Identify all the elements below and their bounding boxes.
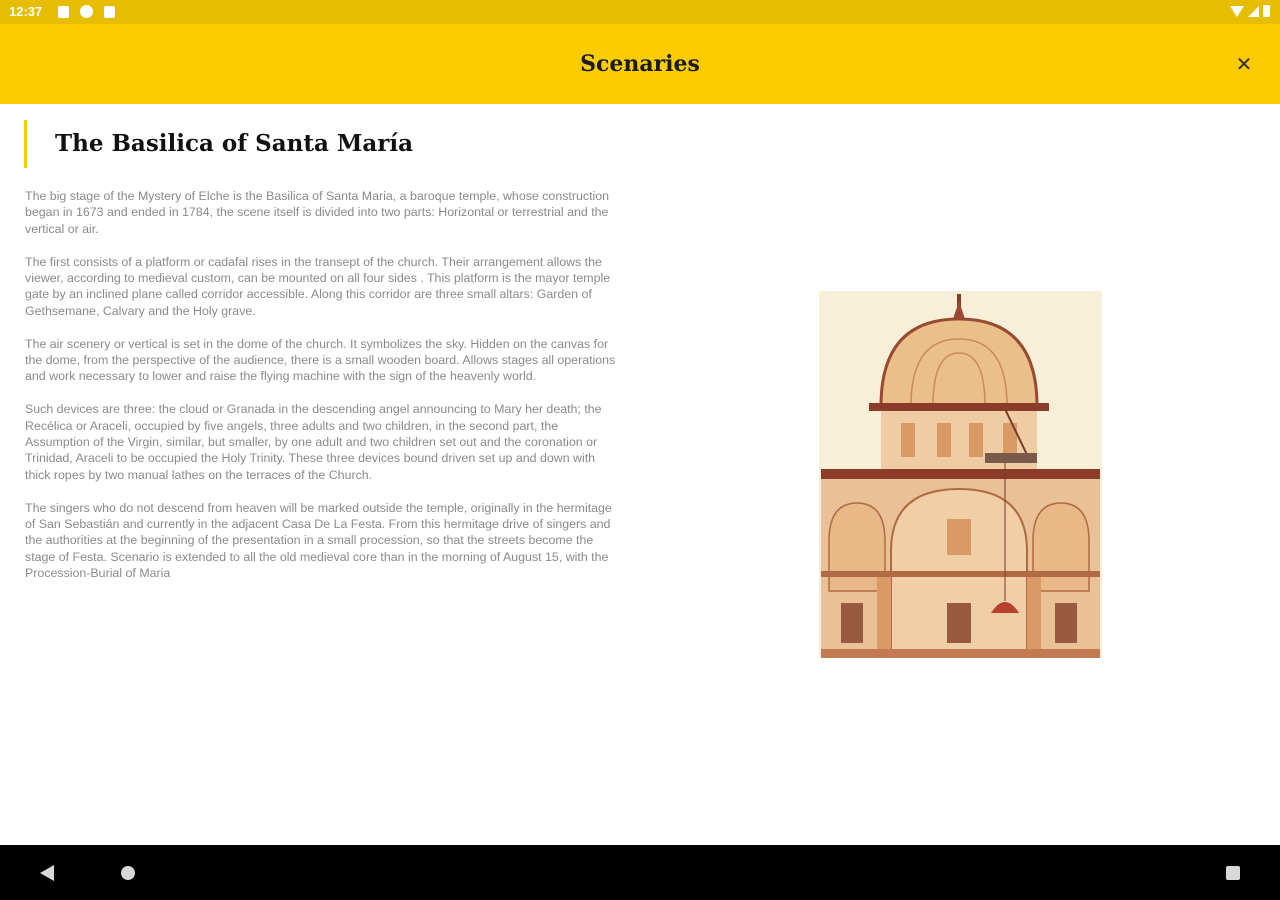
status-bar	[0, 0, 1280, 24]
page-title: Scenaries	[580, 51, 700, 77]
status-time: 12:37	[9, 4, 43, 19]
recents-icon[interactable]	[1226, 866, 1240, 880]
balcony-rail	[821, 571, 1100, 577]
paragraph: The air scenery or vertical is set in the dome of the church. It symbolizes the sky. Hidden on the canvas for the dome, from the perspective of the audience, there is a small wooden board. Allows stages all operations and work necessary to lower and raise the flying machine with the sign of the heavenly world.	[25, 336, 616, 384]
wall-cornice	[821, 469, 1100, 479]
notification-icon	[58, 6, 69, 18]
app-bar	[0, 24, 1280, 104]
paragraph: The singers who do not descend from heaven will be marked outside the temple, originally in the hermitage of San Sebastián and currently in the adjacent Casa De La Festa. From this hermitage drive of singers and the authorities at the beginning of the presentation in a small procession, so that the streets become the stage of Festa. Scenario is extended to all the old medieval core than in the morning of August 15, with the Procession-Burial of Maria	[25, 500, 612, 581]
column	[877, 571, 891, 658]
app-icon	[80, 5, 93, 18]
section-title: The Basilica of Santa María	[55, 130, 414, 157]
floor	[821, 649, 1100, 658]
home-icon[interactable]	[121, 866, 135, 880]
close-icon: ✕	[1235, 52, 1253, 76]
paragraph: The first consists of a platform or cadafal rises in the transept of the church. Their arrangement allows the viewer, according to medieval custom, can be mounted on all four sides . This platform is the mayor temple gate by an inclined plane called corridor accessible. Along this corridor are three small altars: Garden of Gethsemane, Calvary and the Holy grave.	[25, 254, 611, 318]
section-heading	[24, 120, 414, 168]
system-nav-bar	[0, 845, 1280, 900]
drum-window	[937, 423, 951, 457]
section-body	[25, 188, 621, 598]
drum-window	[969, 423, 983, 457]
dome-cornice	[869, 403, 1049, 411]
lower-window	[841, 603, 863, 643]
signal-icon	[1248, 6, 1259, 17]
lower-window	[947, 603, 971, 643]
paragraph: Such devices are three: the cloud or Granada in the descending angel announcing to Mary her death; the Recélica or Araceli, occupied by five angels, three adults and two children, in the second part, the Assumption of the Virgin, similar, but smaller, by one adult and two children set out and the coronation or Trinidad, Araceli to be occupied the Holy Trinity. These three devices bound driven set up and down with thick ropes by two manual lathes on the terraces of the Church.	[25, 402, 602, 482]
paragraph: The big stage of the Mystery of Elche is the Basilica of Santa Maria, a baroque temple, whose construction began in 1673 and ended in 1784, the scene itself is divided into two parts: Horizontal or terrestrial and the vertical or air.	[25, 189, 610, 236]
machinery-board	[985, 453, 1037, 463]
side-arch-left	[829, 503, 885, 591]
drum-window	[901, 423, 915, 457]
wifi-icon	[1230, 6, 1244, 17]
column	[1027, 571, 1041, 658]
upper-window	[947, 519, 971, 555]
battery-icon	[1263, 5, 1270, 17]
close-button[interactable]	[1228, 48, 1260, 80]
back-icon[interactable]	[40, 865, 54, 881]
basilica-illustration	[819, 291, 1102, 658]
status-icons-right	[1230, 5, 1270, 17]
clipboard-icon	[104, 6, 115, 18]
lower-window	[1055, 603, 1077, 643]
side-arch-right	[1033, 503, 1089, 591]
